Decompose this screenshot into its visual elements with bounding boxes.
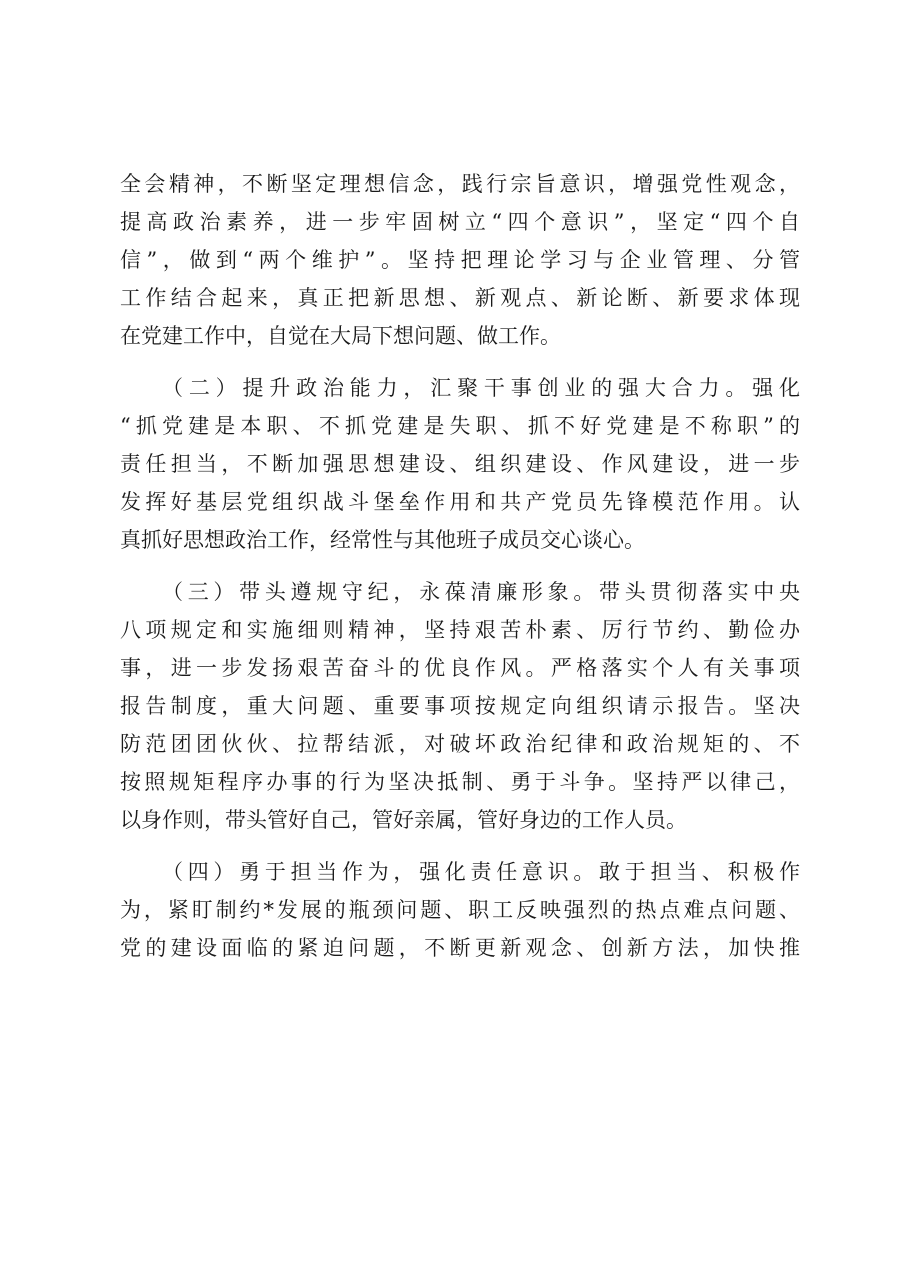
text-line: 按照规矩程序办事的行为坚决抵制、勇于斗争。坚持严以律己， [120,770,800,794]
text-line: 责任担当，不断加强思想建设、组织建设、作风建设，进一步 [120,452,800,476]
text-line: 全会精神，不断坚定理想信念，践行宗旨意识，增强党性观念， [120,172,800,196]
document-body [120,165,800,967]
text-line: （三）带头遵规守纪，永葆清廉形象。带头贯彻落实中央 [162,580,800,604]
text-line: 真抓好思想政治工作，经常性与其他班子成员交心谈心。 [120,528,645,552]
text-line: 提高政治素养，进一步牢固树立“四个意识”，坚定“四个自 [120,210,800,234]
text-line: 在党建工作中，自觉在大局下想问题、做工作。 [120,324,561,348]
text-line: 报告制度，重大问题、重要事项按规定向组织请示报告。坚决 [120,694,800,718]
text-line: 工作结合起来，真正把新思想、新观点、新论断、新要求体现 [120,286,800,310]
text-line: 党的建设面临的紧迫问题，不断更新观念、创新方法，加快推 [120,936,800,960]
text-line: 以身作则，带头管好自己，管好亲属，管好身边的工作人员。 [120,808,687,832]
text-line: “抓党建是本职、不抓党建是失职、抓不好党建是不称职”的 [120,414,800,438]
text-line: 发挥好基层党组织战斗堡垒作用和共产党员先锋模范作用。认 [120,490,800,514]
text-line: 防范团团伙伙、拉帮结派，对破坏政治纪律和政治规矩的、不 [120,732,800,756]
paragraph-3 [120,573,800,839]
text-line: 事，进一步发扬艰苦奋斗的优良作风。严格落实个人有关事项 [120,656,800,680]
text-line: （二）提升政治能力，汇聚干事创业的强大合力。强化 [162,376,800,400]
paragraph-1 [120,165,800,355]
text-line: 为，紧盯制约*发展的瓶颈问题、职工反映强烈的热点难点问题、 [120,898,800,922]
text-line: （四）勇于担当作为，强化责任意识。敢于担当、积极作 [162,860,800,884]
text-line: 信”，做到“两个维护”。坚持把理论学习与企业管理、分管 [120,248,800,272]
paragraph-4 [120,853,800,967]
paragraph-2 [120,369,800,559]
text-line: 八项规定和实施细则精神，坚持艰苦朴素、厉行节约、勤俭办 [120,618,800,642]
